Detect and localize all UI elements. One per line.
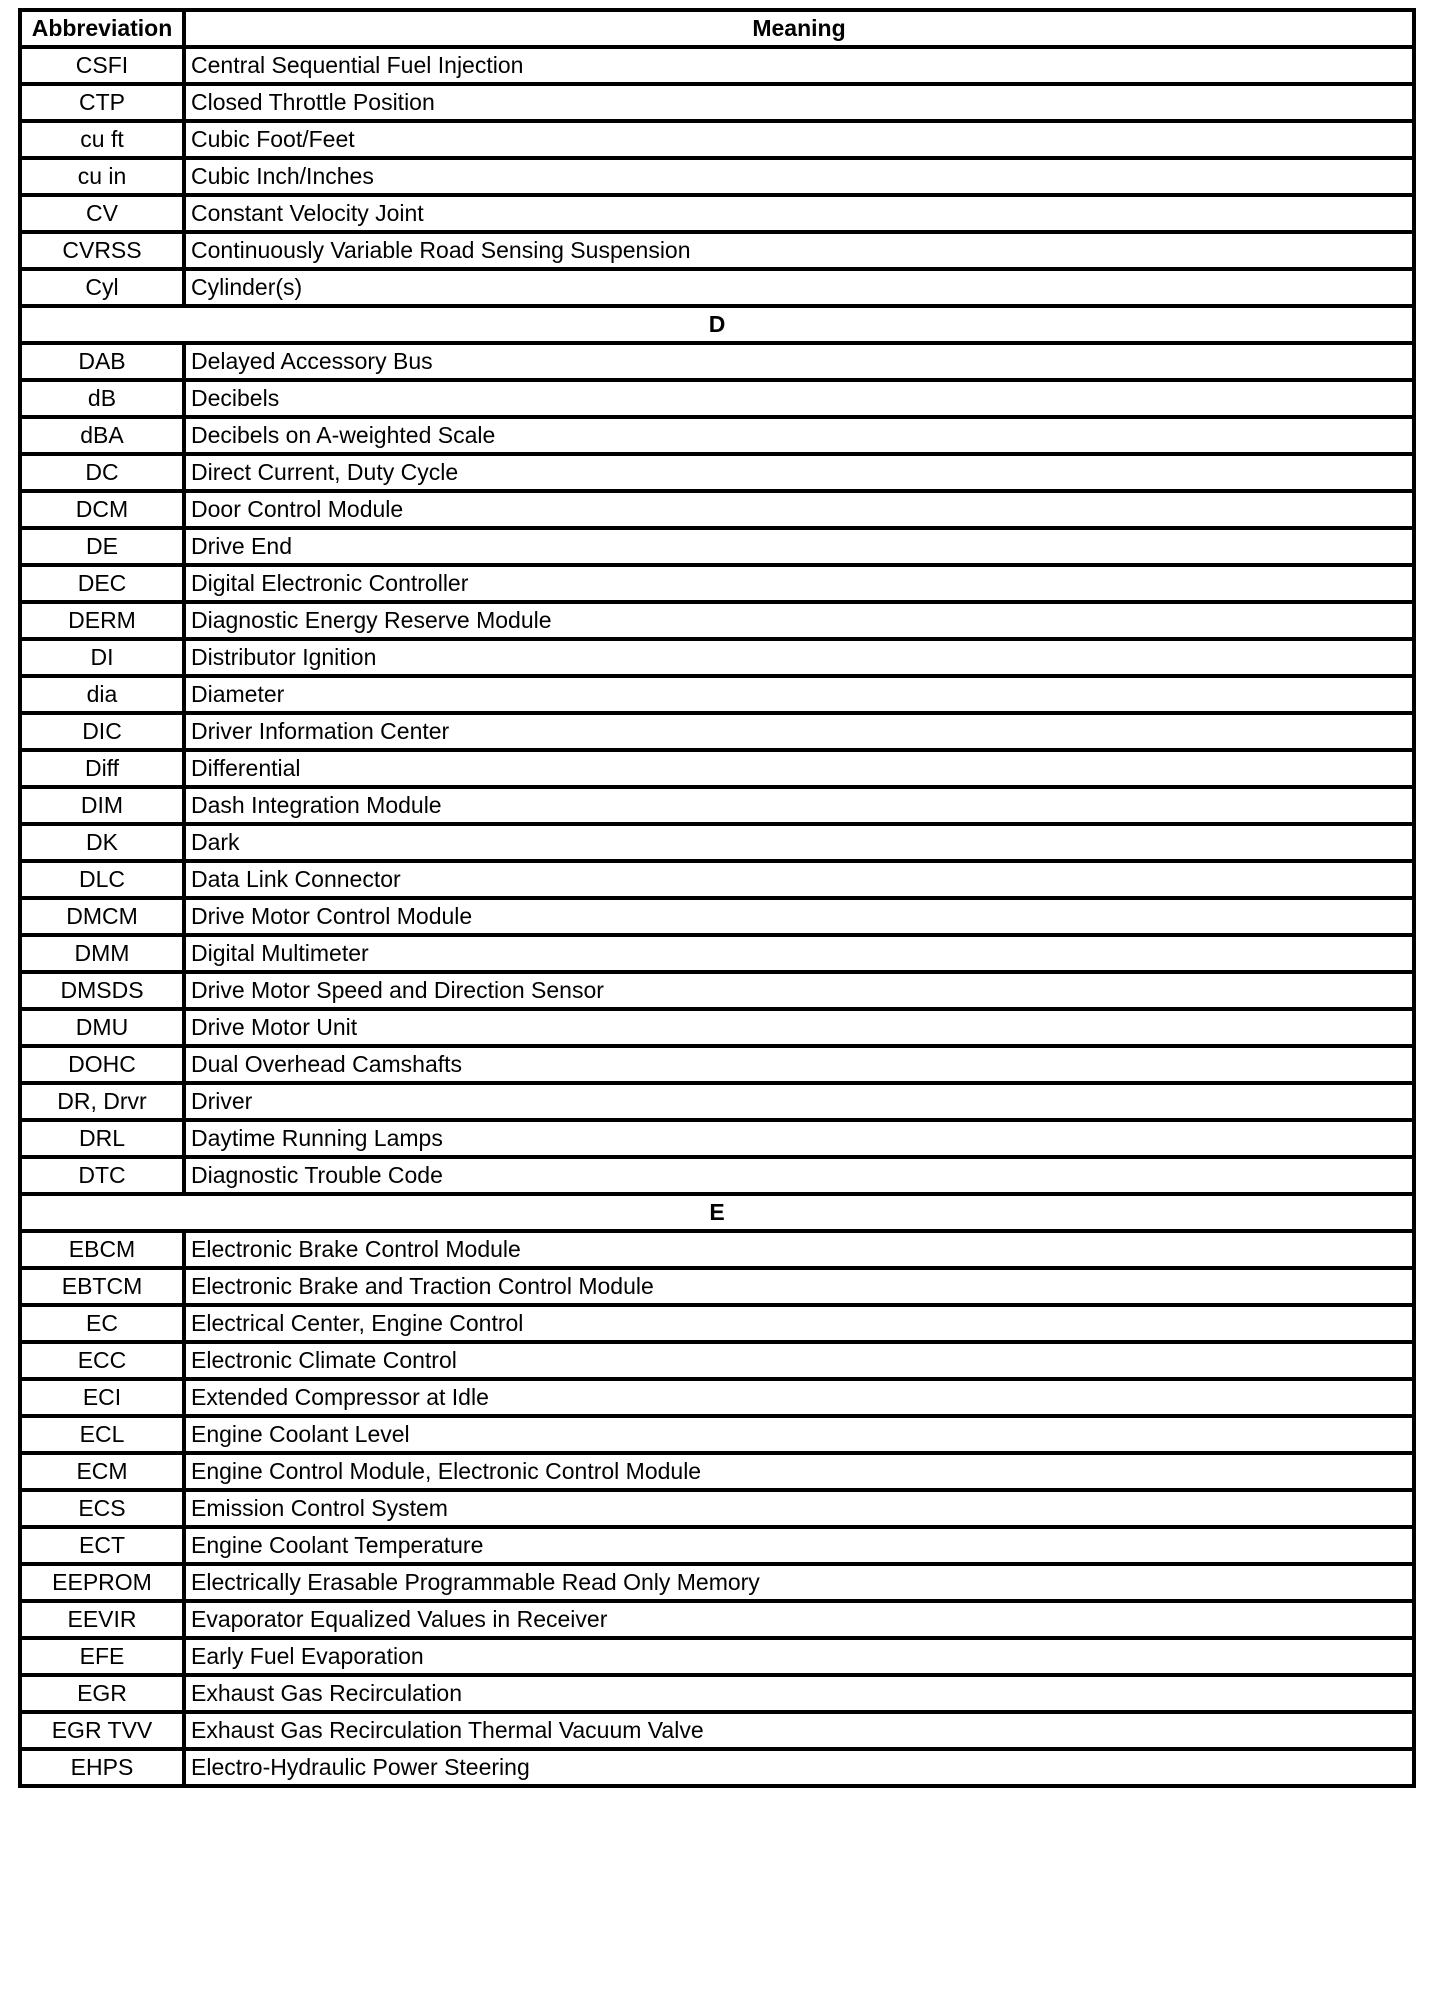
meaning-cell: Engine Control Module, Electronic Control Module [184,1453,1414,1490]
meaning-cell: Engine Coolant Temperature [184,1527,1414,1564]
meaning-cell: Constant Velocity Joint [184,195,1414,232]
meaning-cell: Diagnostic Trouble Code [184,1157,1414,1194]
meaning-header: Meaning [184,10,1414,47]
meaning-cell: Emission Control System [184,1490,1414,1527]
table-row [20,417,1414,454]
abbreviation-cell: DOHC [20,1046,184,1083]
abbreviation-cell: DEC [20,565,184,602]
table-row [20,195,1414,232]
abbreviation-cell: ECL [20,1416,184,1453]
table-row [20,787,1414,824]
table-row [20,676,1414,713]
abbreviation-cell: EGR [20,1675,184,1712]
meaning-cell: Electrically Erasable Programmable Read Only Memory [184,1564,1414,1601]
abbreviation-cell: EFE [20,1638,184,1675]
table-row [20,750,1414,787]
meaning-cell: Drive End [184,528,1414,565]
abbreviation-cell: DR, Drvr [20,1083,184,1120]
abbreviation-header: Abbreviation [20,10,184,47]
abbreviation-cell: CSFI [20,47,184,84]
abbreviation-cell: ECI [20,1379,184,1416]
table-row [20,1342,1414,1379]
abbreviation-cell: EBTCM [20,1268,184,1305]
abbreviation-cell: DE [20,528,184,565]
table-row [20,1379,1414,1416]
table-row [20,1157,1414,1194]
abbreviation-cell: EBCM [20,1231,184,1268]
meaning-cell: Direct Current, Duty Cycle [184,454,1414,491]
meaning-cell: Exhaust Gas Recirculation Thermal Vacuum Valve [184,1712,1414,1749]
meaning-cell: Digital Electronic Controller [184,565,1414,602]
abbreviation-cell: ECT [20,1527,184,1564]
meaning-cell: Differential [184,750,1414,787]
table-row [20,528,1414,565]
meaning-cell: Decibels on A-weighted Scale [184,417,1414,454]
meaning-cell: Daytime Running Lamps [184,1120,1414,1157]
meaning-cell: Electro-Hydraulic Power Steering [184,1749,1414,1786]
table-row [20,1527,1414,1564]
header-row [20,10,1414,47]
meaning-cell: Electrical Center, Engine Control [184,1305,1414,1342]
abbreviation-cell: cu in [20,158,184,195]
meaning-cell: Drive Motor Control Module [184,898,1414,935]
table-row [20,1490,1414,1527]
abbreviation-cell: DMCM [20,898,184,935]
meaning-cell: Driver Information Center [184,713,1414,750]
meaning-cell: Dual Overhead Camshafts [184,1046,1414,1083]
table-row [20,269,1414,306]
abbreviation-cell: EEVIR [20,1601,184,1638]
meaning-cell: Cylinder(s) [184,269,1414,306]
meaning-cell: Continuously Variable Road Sensing Suspension [184,232,1414,269]
meaning-cell: Dash Integration Module [184,787,1414,824]
meaning-cell: Engine Coolant Level [184,1416,1414,1453]
meaning-cell: Delayed Accessory Bus [184,343,1414,380]
meaning-cell: Cubic Foot/Feet [184,121,1414,158]
abbreviation-cell: EC [20,1305,184,1342]
abbreviation-cell: DI [20,639,184,676]
table-row [20,491,1414,528]
table-row [20,158,1414,195]
table-row [20,861,1414,898]
meaning-cell: Electronic Brake and Traction Control Module [184,1268,1414,1305]
table-row [20,84,1414,121]
table-row [20,1268,1414,1305]
table-row [20,565,1414,602]
meaning-cell: Cubic Inch/Inches [184,158,1414,195]
table-row [20,1749,1414,1786]
abbreviation-cell: CVRSS [20,232,184,269]
meaning-cell: Electronic Climate Control [184,1342,1414,1379]
table-row [20,639,1414,676]
meaning-cell: Early Fuel Evaporation [184,1638,1414,1675]
abbreviation-cell: DTC [20,1157,184,1194]
abbreviation-cell: DIC [20,713,184,750]
table-row [20,972,1414,1009]
meaning-cell: Driver [184,1083,1414,1120]
table-row [20,1083,1414,1120]
abbreviation-cell: DMSDS [20,972,184,1009]
meaning-cell: Exhaust Gas Recirculation [184,1675,1414,1712]
table-row [20,1046,1414,1083]
table-row [20,1564,1414,1601]
meaning-cell: Extended Compressor at Idle [184,1379,1414,1416]
abbreviation-cell: DMU [20,1009,184,1046]
meaning-cell: Distributor Ignition [184,639,1414,676]
table-row [20,1675,1414,1712]
abbreviation-cell: ECS [20,1490,184,1527]
abbreviation-cell: ECC [20,1342,184,1379]
abbreviation-cell: DCM [20,491,184,528]
abbreviation-cell: DAB [20,343,184,380]
table-row [20,1601,1414,1638]
abbreviation-table [18,8,1416,1788]
table-row [20,824,1414,861]
table-row [20,47,1414,84]
table-row [20,1712,1414,1749]
meaning-cell: Closed Throttle Position [184,84,1414,121]
meaning-cell: Electronic Brake Control Module [184,1231,1414,1268]
abbreviation-cell: DC [20,454,184,491]
table-body [20,47,1414,1786]
abbreviation-cell: DRL [20,1120,184,1157]
abbreviation-cell: EGR TVV [20,1712,184,1749]
abbreviation-cell: DIM [20,787,184,824]
abbreviation-cell: dia [20,676,184,713]
abbreviation-cell: DK [20,824,184,861]
meaning-cell: Drive Motor Unit [184,1009,1414,1046]
abbreviation-cell: cu ft [20,121,184,158]
table-row [20,232,1414,269]
table-row [20,602,1414,639]
abbreviation-cell: EEPROM [20,1564,184,1601]
table-row [20,935,1414,972]
meaning-cell: Door Control Module [184,491,1414,528]
table-row [20,713,1414,750]
section-letter: E [20,1194,1414,1231]
meaning-cell: Dark [184,824,1414,861]
table-row [20,454,1414,491]
meaning-cell: Digital Multimeter [184,935,1414,972]
section-row [20,1194,1414,1231]
section-row [20,306,1414,343]
meaning-cell: Data Link Connector [184,861,1414,898]
abbreviation-cell: CV [20,195,184,232]
table-row [20,343,1414,380]
abbreviation-cell: DLC [20,861,184,898]
table-row [20,380,1414,417]
table-row [20,1453,1414,1490]
table-row [20,1120,1414,1157]
table-row [20,1305,1414,1342]
table-row [20,1009,1414,1046]
abbreviation-cell: Cyl [20,269,184,306]
section-letter: D [20,306,1414,343]
table-row [20,898,1414,935]
table-row [20,1638,1414,1675]
abbreviation-cell: DERM [20,602,184,639]
meaning-cell: Decibels [184,380,1414,417]
meaning-cell: Central Sequential Fuel Injection [184,47,1414,84]
meaning-cell: Diameter [184,676,1414,713]
abbreviation-cell: ECM [20,1453,184,1490]
meaning-cell: Evaporator Equalized Values in Receiver [184,1601,1414,1638]
table-row [20,121,1414,158]
meaning-cell: Diagnostic Energy Reserve Module [184,602,1414,639]
abbreviation-cell: Diff [20,750,184,787]
abbreviation-cell: EHPS [20,1749,184,1786]
abbreviation-cell: DMM [20,935,184,972]
abbreviation-cell: CTP [20,84,184,121]
table-row [20,1416,1414,1453]
abbreviation-cell: dBA [20,417,184,454]
meaning-cell: Drive Motor Speed and Direction Sensor [184,972,1414,1009]
abbreviation-cell: dB [20,380,184,417]
table-row [20,1231,1414,1268]
